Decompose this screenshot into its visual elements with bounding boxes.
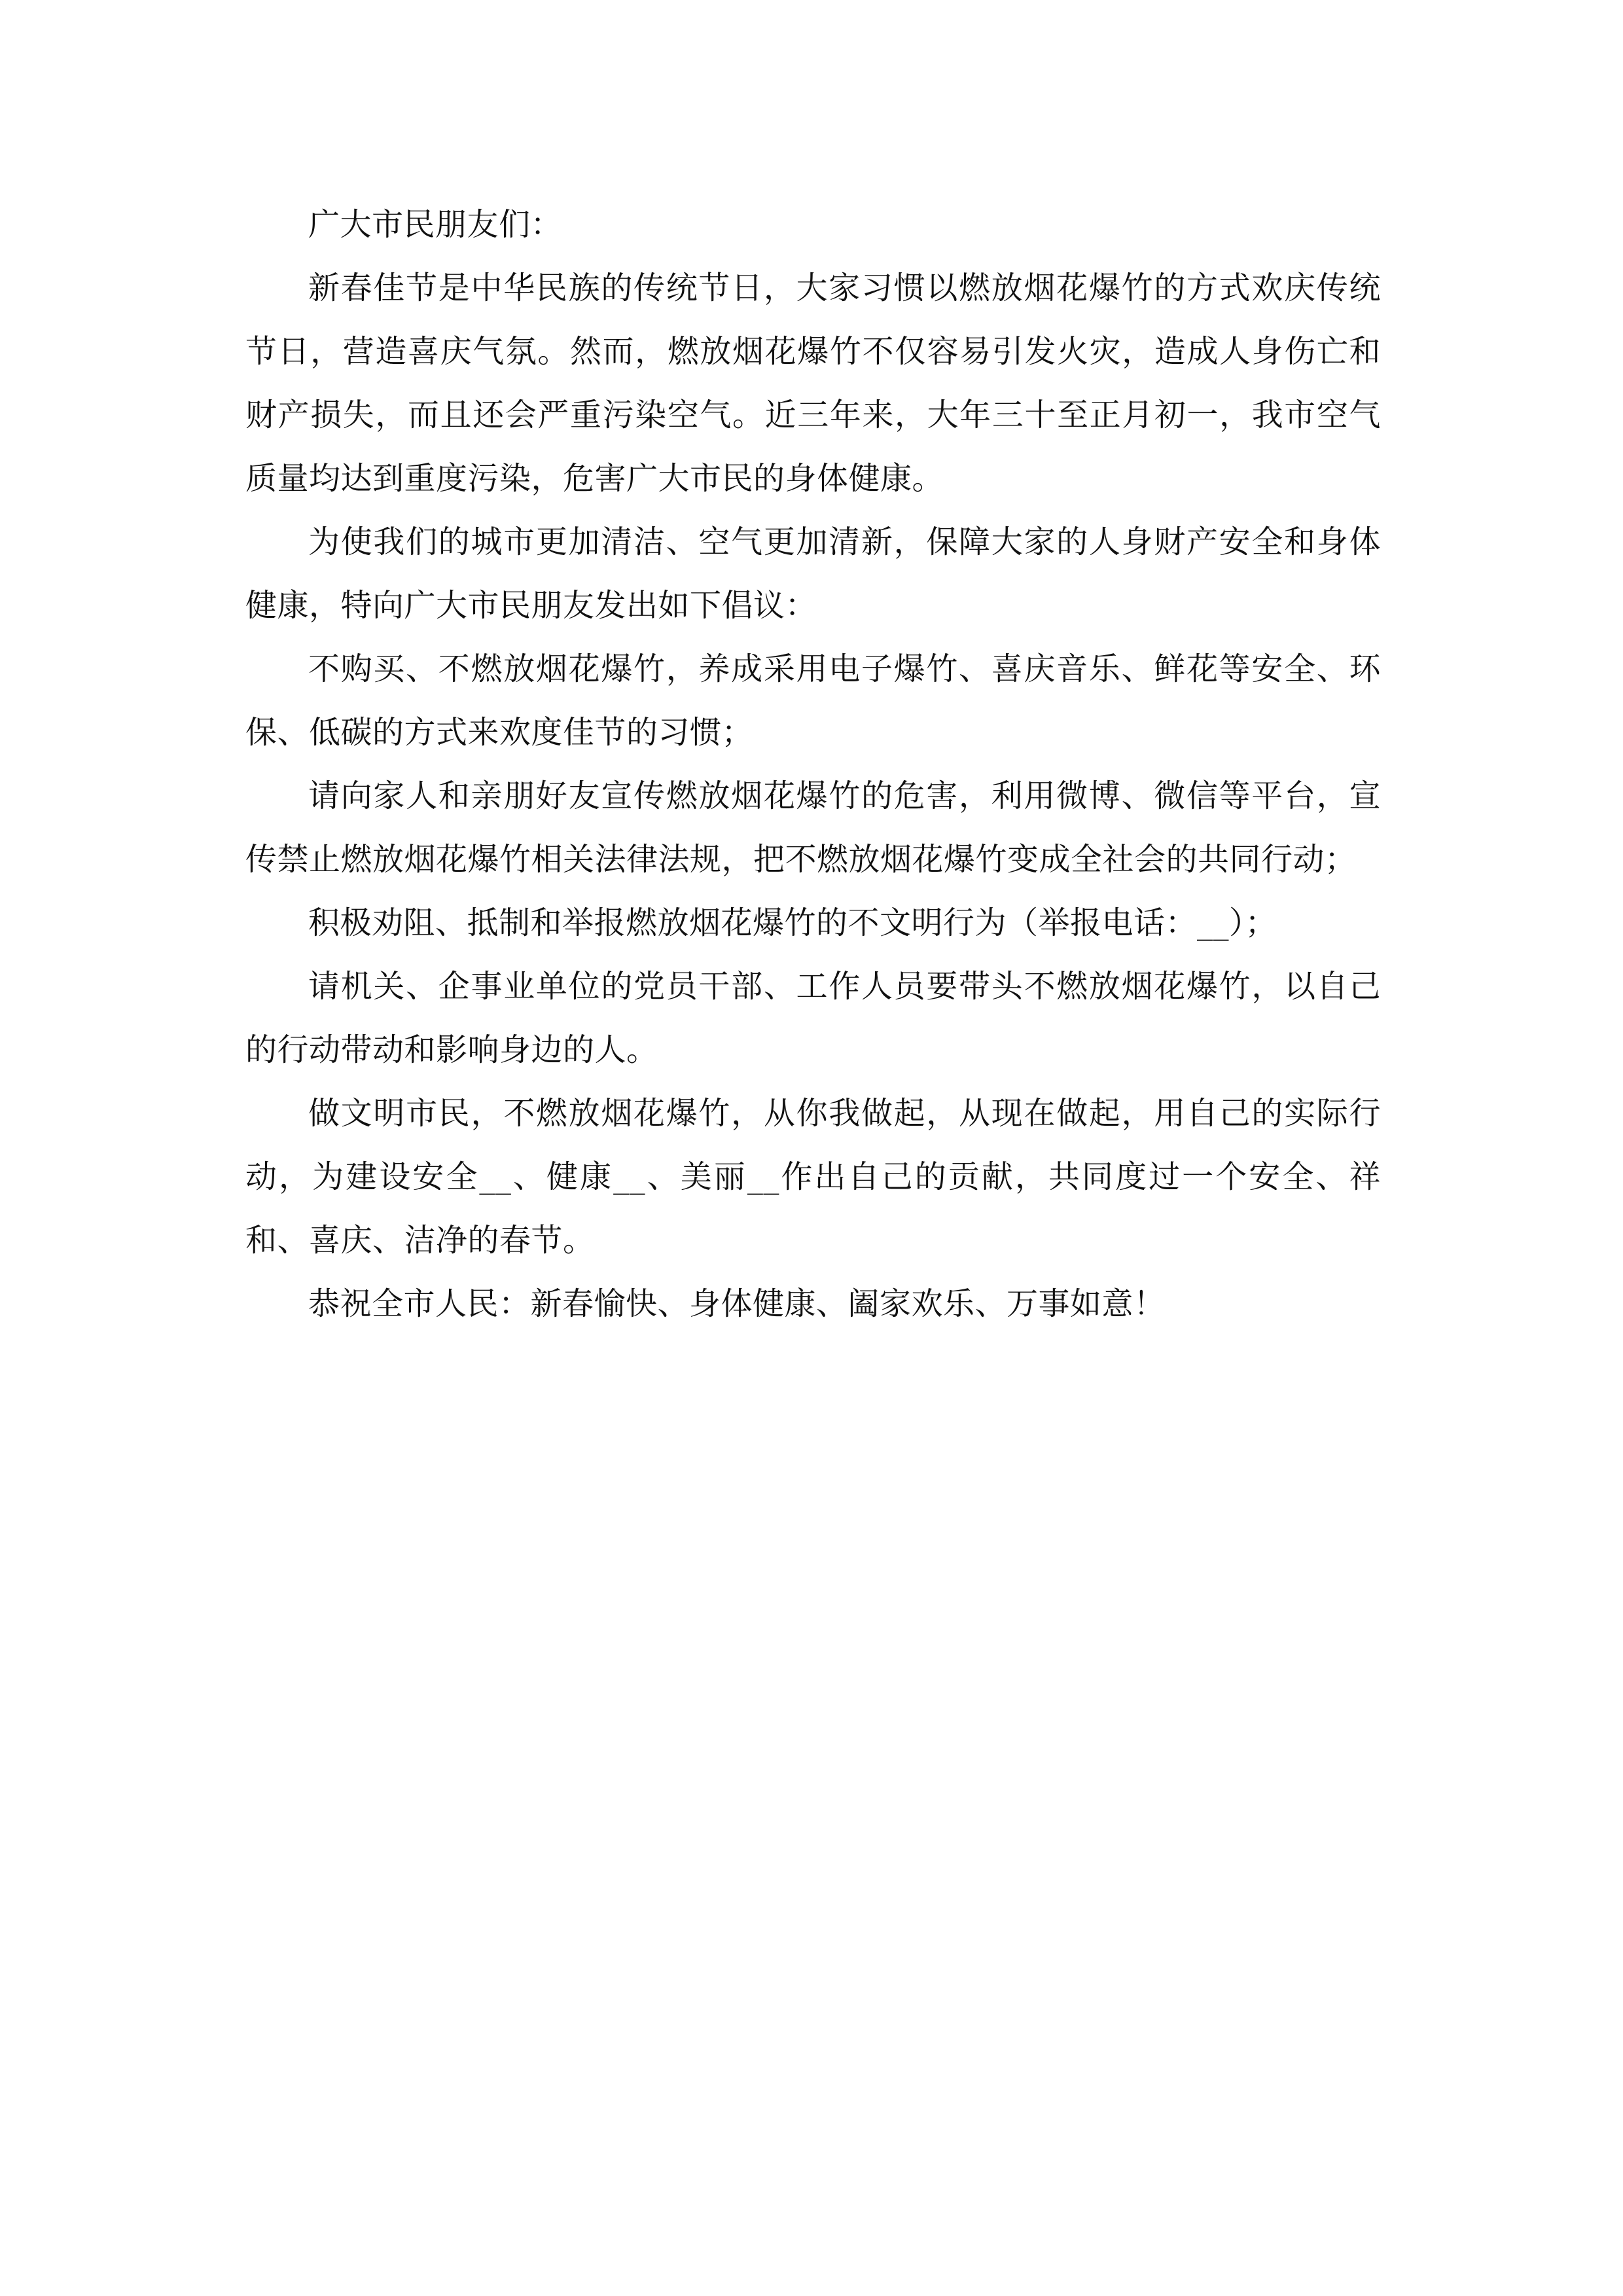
paragraph-context: 新春佳节是中华民族的传统节日，大家习惯以燃放烟花爆竹的方式欢庆传统节日，营造喜庆气氛。然而，燃放烟花爆竹不仅容易引发火灾，造成人身伤亡和财产损失，而且还会严重污染空气。近三年来，大年三十至正月初一，我市空气质量均达到重度污染，危害广大市民的身体健康。 xyxy=(245,270,1381,497)
paragraph-purpose: 为使我们的城市更加清洁、空气更加清新，保障大家的人身财产安全和身体健康，特向广大市民朋友发出如下倡议： xyxy=(245,524,1381,624)
letter-body xyxy=(245,193,1381,1336)
paragraph-proposal-2: 请向家人和亲朋好友宣传燃放烟花爆竹的危害，利用微博、微信等平台，宣传禁止燃放烟花爆竹相关法律法规，把不燃放烟花爆竹变成全社会的共同行动； xyxy=(245,778,1381,878)
closing-greeting: 恭祝全市人民：新春愉快、身体健康、阖家欢乐、万事如意！ xyxy=(308,1285,1166,1322)
paragraph-proposal-4: 请机关、企事业单位的党员干部、工作人员要带头不燃放烟花爆竹，以自己的行动带动和影响身边的人。 xyxy=(245,968,1381,1068)
paragraph-proposal-3: 积极劝阻、抵制和举报燃放烟花爆竹的不文明行为（举报电话：__）； xyxy=(308,905,1277,941)
salutation: 广大市民朋友们： xyxy=(308,206,563,243)
paragraph-call-to-action: 做文明市民，不燃放烟花爆竹，从你我做起，从现在做起，用自己的实际行动，为建设安全__、健康__、美丽__作出自己的贡献，共同度过一个安全、祥和、喜庆、洁净的春节。 xyxy=(245,1095,1381,1259)
paragraph-proposal-1: 不购买、不燃放烟花爆竹，养成采用电子爆竹、喜庆音乐、鲜花等安全、环保、低碳的方式来欢度佳节的习惯； xyxy=(245,651,1381,751)
